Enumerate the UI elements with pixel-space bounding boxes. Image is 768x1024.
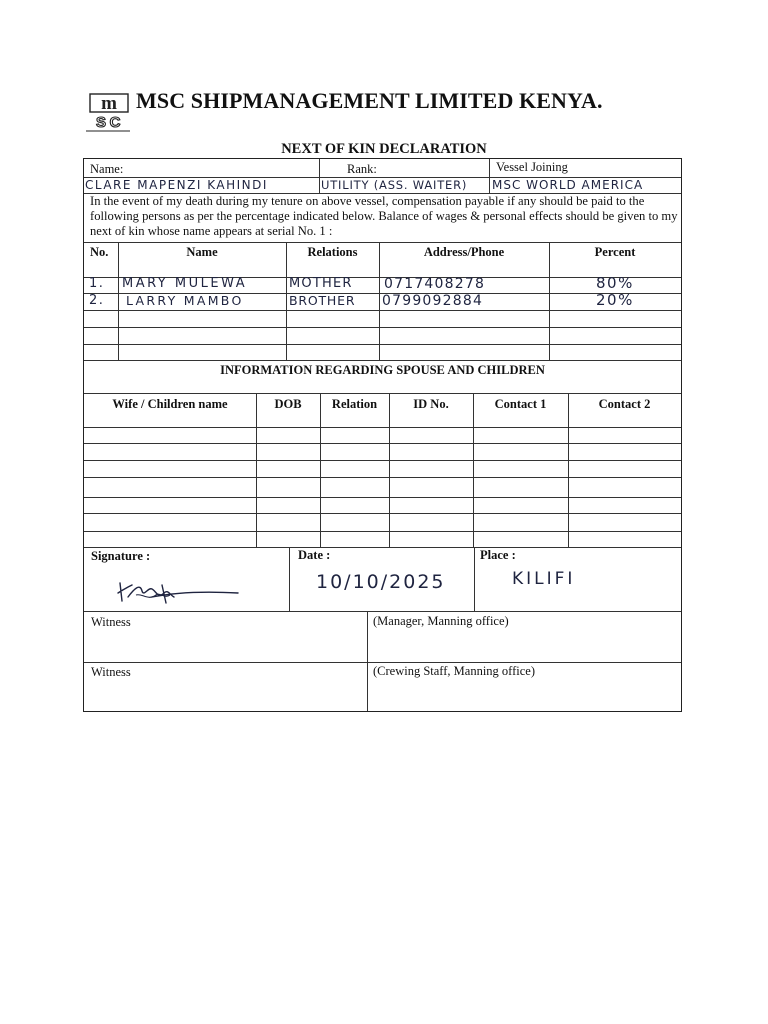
- kin-header-relations: Relations: [307, 245, 358, 259]
- crewing-label: (Crewing Staff, Manning office): [373, 664, 535, 678]
- witness-1-label: Witness: [91, 615, 131, 629]
- svg-text:m: m: [101, 93, 117, 114]
- svg-text:S: S: [95, 114, 107, 131]
- kin-row-2-relation: BROTHER: [289, 293, 356, 308]
- spouse-section-title: INFORMATION REGARDING SPOUSE AND CHILDREN: [220, 363, 545, 377]
- rank-value: UTILITY (ASS. WAITER): [321, 178, 468, 192]
- kin-row-2-no: 2.: [89, 293, 105, 308]
- svg-text:C: C: [109, 114, 121, 131]
- kin-row-2-name: LARRY MAMBO: [126, 293, 244, 308]
- kin-row-1-percent: 80%: [596, 274, 634, 292]
- kin-row-1-name: MARY MULEWA: [122, 276, 248, 291]
- kin-header-address: Address/Phone: [423, 245, 505, 259]
- place-value: KILIFI: [512, 569, 576, 589]
- kin-row-2-phone: 0799092884: [382, 293, 484, 309]
- spouse-header-id: ID No.: [413, 397, 449, 411]
- kin-header-name: Name: [186, 245, 218, 259]
- kin-row-1-relation: MOTHER: [289, 276, 353, 291]
- witness-2-label: Witness: [91, 665, 131, 679]
- kin-row-1-no: 1.: [89, 276, 105, 291]
- declaration-text: In the event of my death during my tenure on above vessel, compensation payable if any should be paid to the following persons as per the percentage indicated below. Balance of wages & personal effects should be given to my next of kin whose name appears at serial No. 1 :: [90, 194, 678, 238]
- company-name: MSC SHIPMANAGEMENT LIMITED KENYA.: [136, 88, 603, 113]
- spouse-header-dob: DOB: [274, 397, 302, 411]
- signature-mark: [112, 575, 242, 609]
- document-title: NEXT OF KIN DECLARATION: [281, 141, 487, 157]
- vessel-value: MSC WORLD AMERICA: [492, 178, 644, 192]
- msc-logo-icon: [84, 92, 132, 134]
- name-value: CLARE MAPENZI KAHINDI: [85, 178, 268, 192]
- kin-row-2-percent: 20%: [596, 291, 634, 309]
- signature-label: Signature :: [91, 549, 151, 563]
- place-label: Place :: [480, 548, 516, 562]
- vessel-label: Vessel Joining: [496, 160, 568, 174]
- rank-label: Rank:: [347, 162, 377, 176]
- kin-header-percent: Percent: [594, 245, 636, 259]
- name-label: Name:: [90, 162, 124, 176]
- spouse-header-relation: Relation: [331, 397, 378, 411]
- spouse-header-contact2: Contact 2: [598, 397, 651, 411]
- kin-header-no: No.: [90, 245, 109, 259]
- date-label: Date :: [298, 548, 331, 562]
- manager-label: (Manager, Manning office): [373, 614, 509, 628]
- spouse-header-name: Wife / Children name: [112, 397, 228, 411]
- date-value: 10/10/2025: [316, 571, 446, 593]
- declaration-form: [83, 158, 682, 712]
- kin-row-1-phone: 0717408278: [384, 276, 486, 292]
- spouse-header-contact1: Contact 1: [494, 397, 547, 411]
